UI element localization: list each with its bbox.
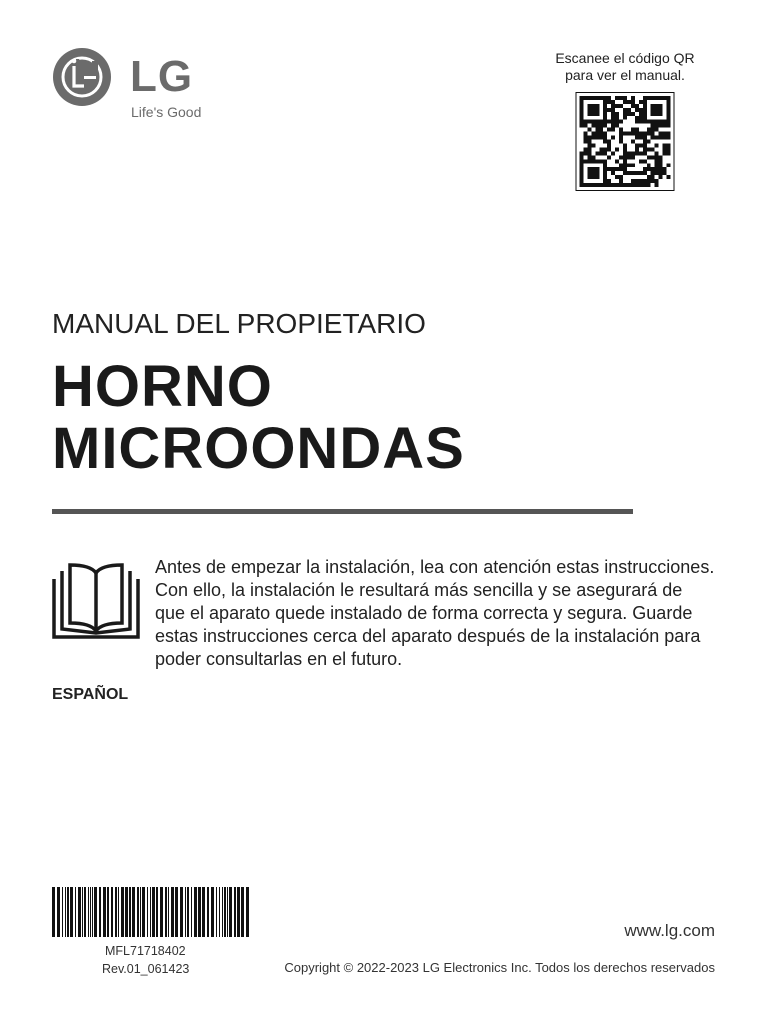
revision-number: Rev.01_061423 xyxy=(102,962,190,976)
barcode-icon xyxy=(52,887,250,937)
lg-logo-icon xyxy=(52,47,112,107)
intro-paragraph: Antes de empezar la instalación, lea con atención estas instrucciones. Con ello, la instalación le resultará más sencilla y se asegurará de que el aparato quede instalado de forma correcta y segura. Guarde estas instrucciones cerca del aparato después de la instalación para poder consultarlas en el futuro. xyxy=(155,557,715,669)
lg-logo xyxy=(52,47,222,122)
language-label: ESPAÑOL xyxy=(52,686,129,703)
product-title xyxy=(52,356,465,480)
website-link[interactable]: www.lg.com xyxy=(624,921,715,940)
qr-code-icon[interactable] xyxy=(573,92,677,191)
title-divider xyxy=(52,509,633,514)
copyright-notice: Copyright © 2022-2023 LG Electronics Inc. Todos los derechos reservados xyxy=(284,960,715,975)
tagline: Life's Good xyxy=(131,104,202,120)
brand-name: LG xyxy=(130,52,194,101)
document-type: MANUAL DEL PROPIETARIO xyxy=(52,308,426,339)
qr-caption-line2: para ver el manual. xyxy=(565,67,685,83)
open-book-icon xyxy=(52,563,140,639)
product-title-line2: MICROONDAS xyxy=(52,416,465,481)
model-number: MFL71718402 xyxy=(105,944,186,958)
qr-caption xyxy=(540,50,710,84)
qr-caption-line1: Escanee el código QR xyxy=(555,50,695,66)
product-title-line1: HORNO xyxy=(52,354,273,419)
